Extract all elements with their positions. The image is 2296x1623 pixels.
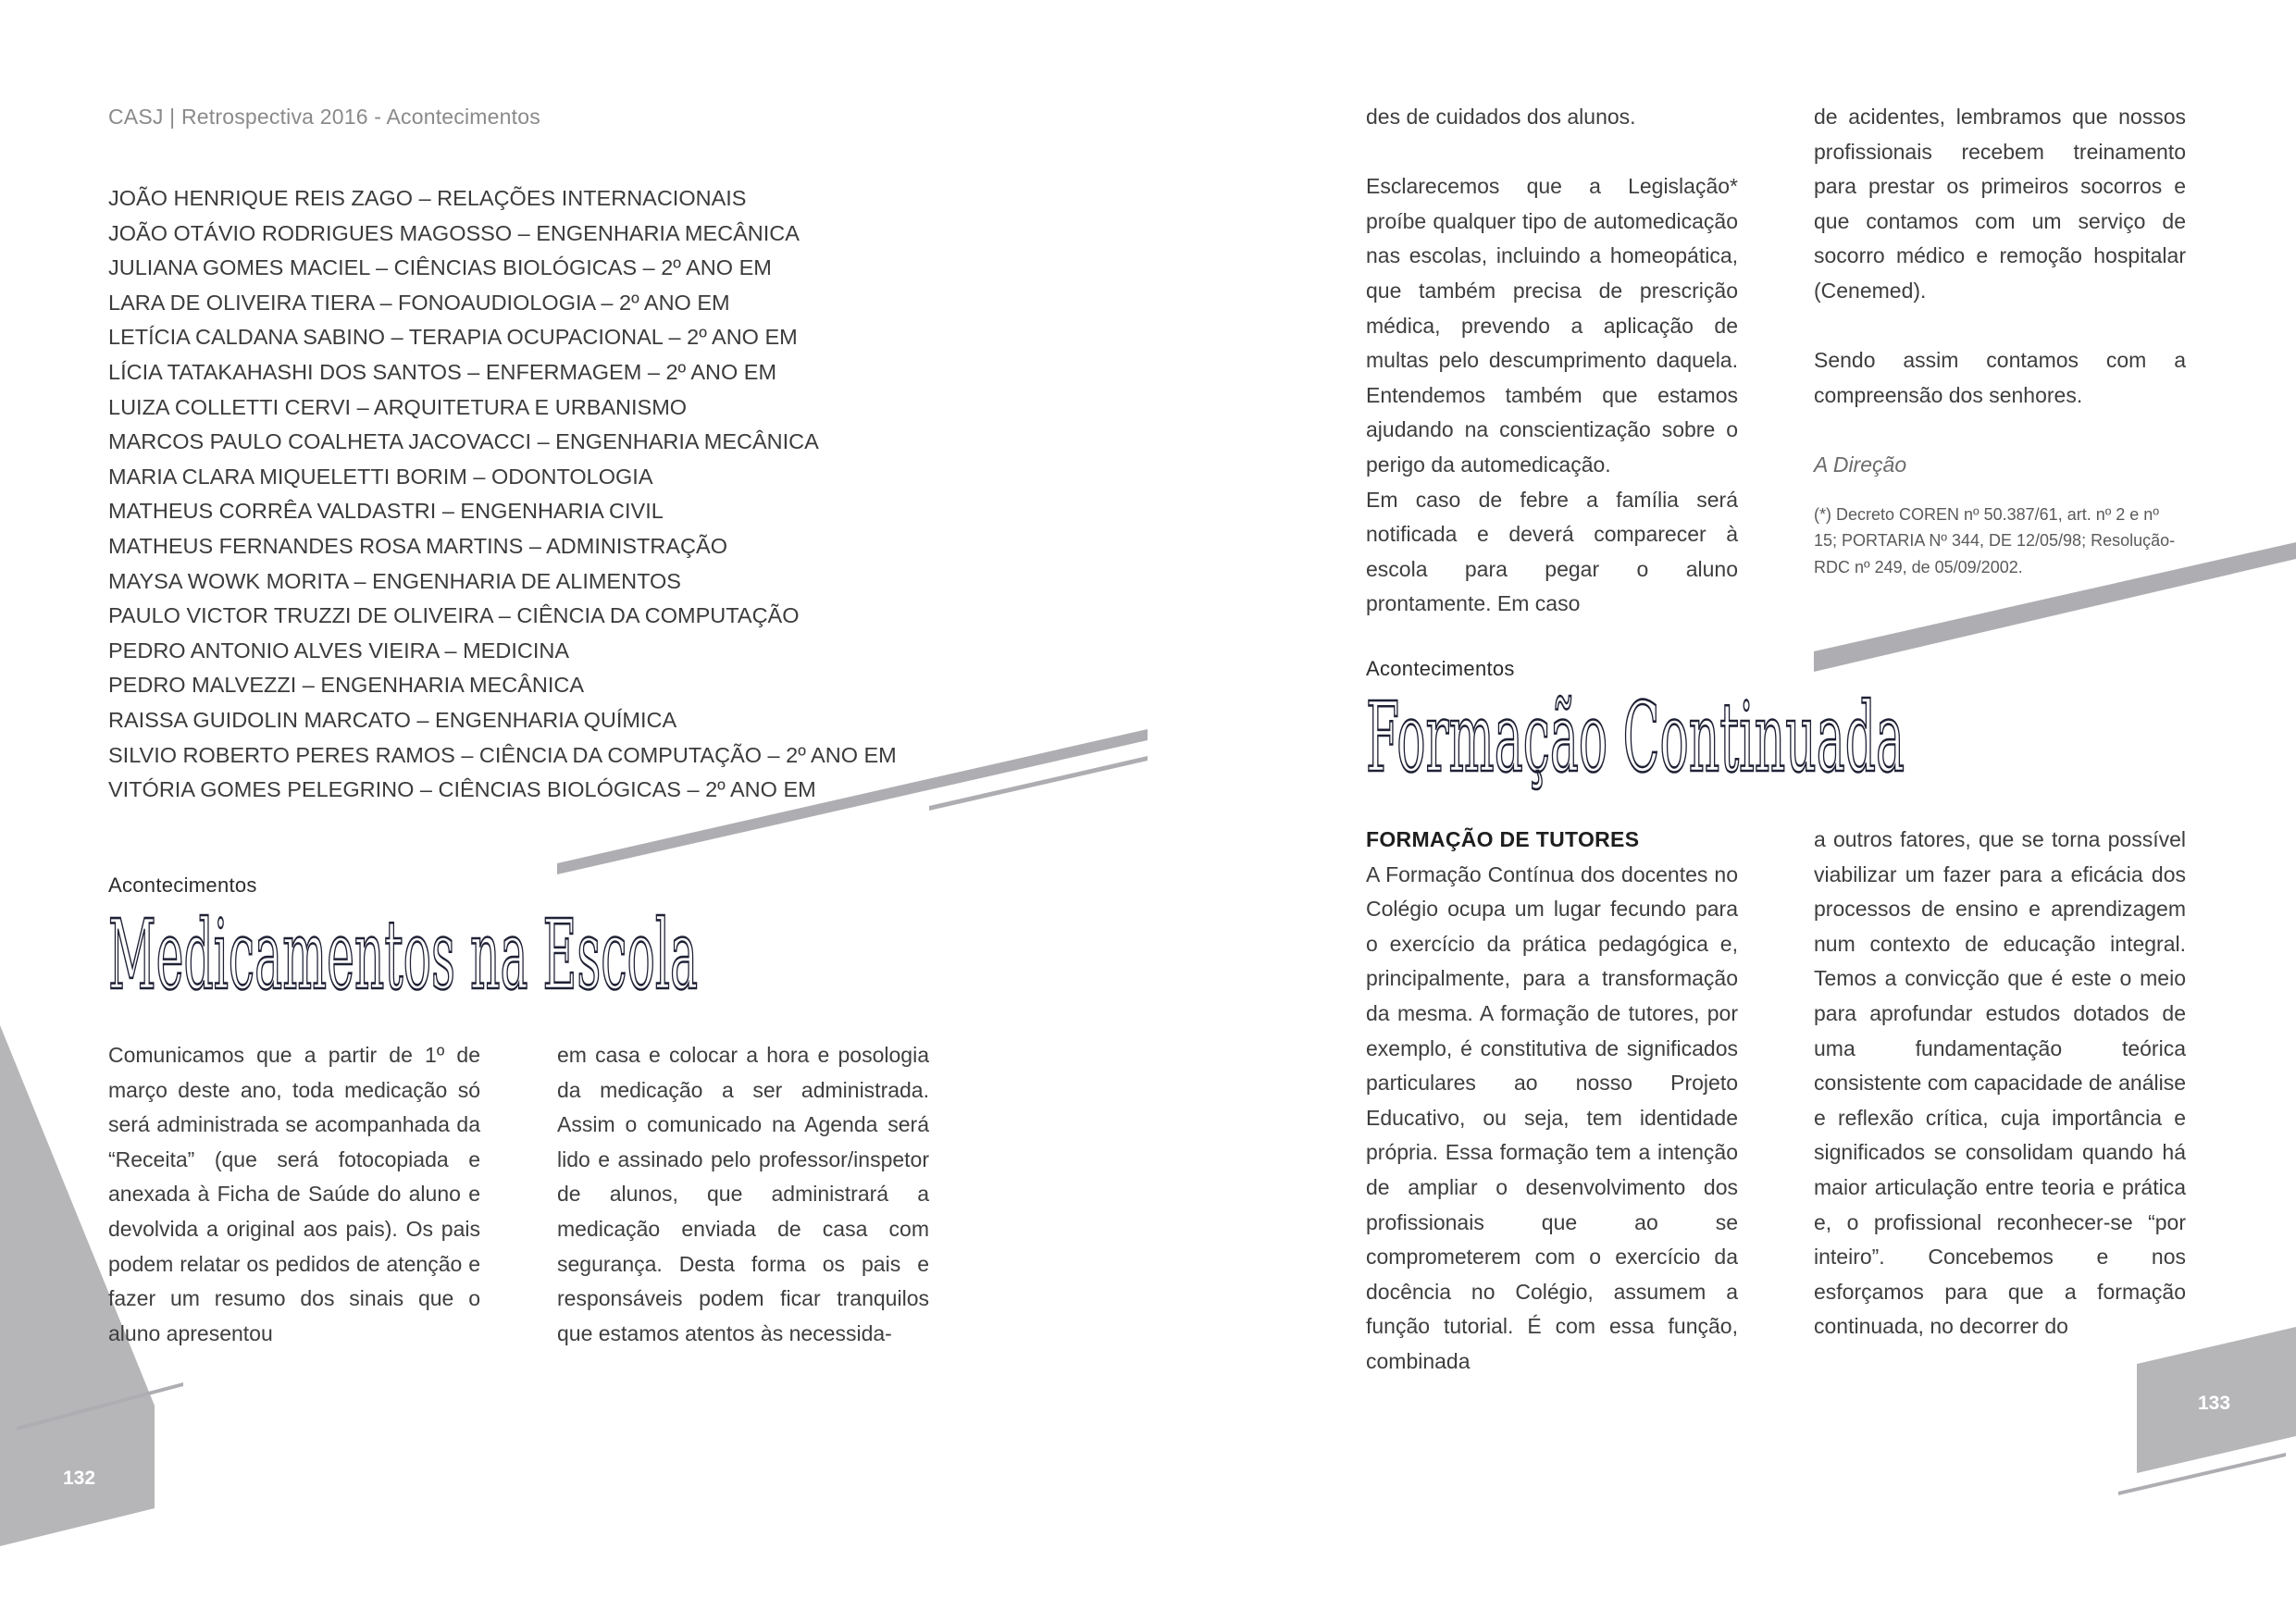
paragraph: Em caso de febre a família será notificada e deverá comparecer à escola para pegar o aluno prontamente. Em caso <box>1366 487 1738 616</box>
paragraph: A Formação Contínua dos docentes no Colégio ocupa um lugar fecundo para o exercício da prática pedagógica e, principalmente, para a transformação da mesma. A formação de tutores, por exemplo, é constitutiva de significados particulares ao nosso Projeto Educativo, ou seja, tem identidade própria. Essa formação tem a intenção de ampliar o desenvolvimento dos profissionais que ao se comprometerem com o exercício da docência no Colégio, assumem a função tutorial. É com essa função, combinada <box>1366 861 1738 1373</box>
list-item: MARIA CLARA MIQUELETTI BORIM – ODONTOLOGIA <box>108 464 653 489</box>
list-item: JOÃO HENRIQUE REIS ZAGO – RELAÇÕES INTERNACIONAIS <box>108 186 747 210</box>
medicamentos-col-3 <box>1366 100 1738 622</box>
paragraph: Esclarecemos que a Legislação* proíbe qualquer tipo de automedicação nas escolas, incluindo a homeopática, que também precisa de prescrição médica, prevendo a aplicação de multas pelo descumprimento daquela. Entendemos também que estamos ajudando na conscientização sobre o perigo da automedicação. <box>1366 174 1738 477</box>
list-item: MATHEUS FERNANDES ROSA MARTINS – ADMINISTRAÇÃO <box>108 533 727 558</box>
paragraph: Comunicamos que a partir de 1º de março deste ano, toda medicação só será administrada se acompanhada da “Receita” (que será fotocopiada e anexada à Ficha de Saúde do aluno e devolvida a original aos pais). Os pais podem relatar os pedidos de atenção e fazer um resumo dos sinais que o aluno apresentou <box>108 1043 480 1345</box>
medicamentos-col-2 <box>557 1038 929 1351</box>
list-item: MATHEUS CORRÊA VALDASTRI – ENGENHARIA CIVIL <box>108 499 664 524</box>
list-item: PEDRO ANTONIO ALVES VIEIRA – MEDICINA <box>108 638 569 663</box>
section-kicker-formacao: Acontecimentos <box>1366 657 1515 680</box>
paragraph: Sendo assim contamos com a compreensão dos senhores. <box>1814 348 2186 407</box>
formacao-col-2 <box>1814 823 2186 1344</box>
section-kicker-medicamentos: Acontecimentos <box>108 873 257 897</box>
title-formacao: Formação Continuada <box>1366 681 1905 794</box>
paragraph: a outros fatores, que se torna possível viabilizar um fazer para a eficácia dos processos de ensino e aprendizagem num contexto de educação integral. Temos a convicção que é este o meio para aprofundar estudos dotados de uma fundamentação teórica consistente com capacidade de análise e reflexão crítica, cuja importância e significados se consolidam quando há maior articulação entre teoria e prática e, o profissional reconhecer-se “por inteiro”. Concebemos e nos esforçamos para que a formação continuada, no decorrer do <box>1814 827 2186 1339</box>
list-item: PAULO VICTOR TRUZZI DE OLIVEIRA – CIÊNCIA DA COMPUTAÇÃO <box>108 603 800 628</box>
list-item: LUIZA COLLETTI CERVI – ARQUITETURA E URBANISMO <box>108 394 688 419</box>
subheading: FORMAÇÃO DE TUTORES <box>1366 827 1640 851</box>
list-item: JULIANA GOMES MACIEL – CIÊNCIAS BIOLÓGICAS – 2º ANO EM <box>108 255 772 280</box>
paragraph: de acidentes, lembramos que nossos profissionais recebem treinamento para prestar os primeiros socorros e que contamos com um serviço de socorro médico e remoção hospitalar (Cenemed). <box>1814 105 2186 303</box>
list-item: RAISSA GUIDOLIN MARCATO – ENGENHARIA QUÍMICA <box>108 707 677 732</box>
list-item: LARA DE OLIVEIRA TIERA – FONOAUDIOLOGIA – 2º ANO EM <box>108 290 730 315</box>
signature: A Direção <box>1814 452 1907 477</box>
footnote: (*) Decreto COREN nº 50.387/61, art. nº 2 e nº 15; PORTARIA Nº 344, DE 12/05/98; Resolução-RDC nº 249, de 05/09/2002. <box>1814 504 2176 576</box>
list-item: VITÓRIA GOMES PELEGRINO – CIÊNCIAS BIOLÓGICAS – 2º ANO EM <box>108 777 816 802</box>
medicamentos-col-1 <box>108 1038 480 1351</box>
paragraph: des de cuidados dos alunos. <box>1366 105 1636 129</box>
page-number-right: 133 <box>2198 1393 2231 1414</box>
running-header: CASJ | Retrospectiva 2016 - Acontecimentos <box>108 105 540 129</box>
title-medicamentos: Medicamentos na Escola <box>108 898 699 1011</box>
list-item: LETÍCIA CALDANA SABINO – TERAPIA OCUPACIONAL – 2º ANO EM <box>108 325 798 350</box>
formacao-col-1 <box>1366 823 1738 1380</box>
list-item: PEDRO MALVEZZI – ENGENHARIA MECÂNICA <box>108 673 585 698</box>
list-item: SILVIO ROBERTO PERES RAMOS – CIÊNCIA DA COMPUTAÇÃO – 2º ANO EM <box>108 742 897 767</box>
list-item: MARCOS PAULO COALHETA JACOVACCI – ENGENHARIA MECÂNICA <box>108 429 819 454</box>
paragraph: em casa e colocar a hora e posologia da medicação a ser administrada. Assim o comunicado na Agenda será lido e assinado pelo professor/inspetor de alunos, que administrará a medicação enviada de casa com segurança. Desta forma os pais e responsáveis podem ficar tranquilos que estamos atentos às necessida- <box>557 1043 929 1345</box>
names-list <box>108 181 1034 808</box>
list-item: JOÃO OTÁVIO RODRIGUES MAGOSSO – ENGENHARIA MECÂNICA <box>108 220 800 245</box>
list-item: MAYSA WOWK MORITA – ENGENHARIA DE ALIMENTOS <box>108 568 681 593</box>
list-item: LÍCIA TATAKAHASHI DOS SANTOS – ENFERMAGEM – 2º ANO EM <box>108 359 777 384</box>
medicamentos-col-4 <box>1814 100 2186 580</box>
page-number-left: 132 <box>63 1468 96 1489</box>
